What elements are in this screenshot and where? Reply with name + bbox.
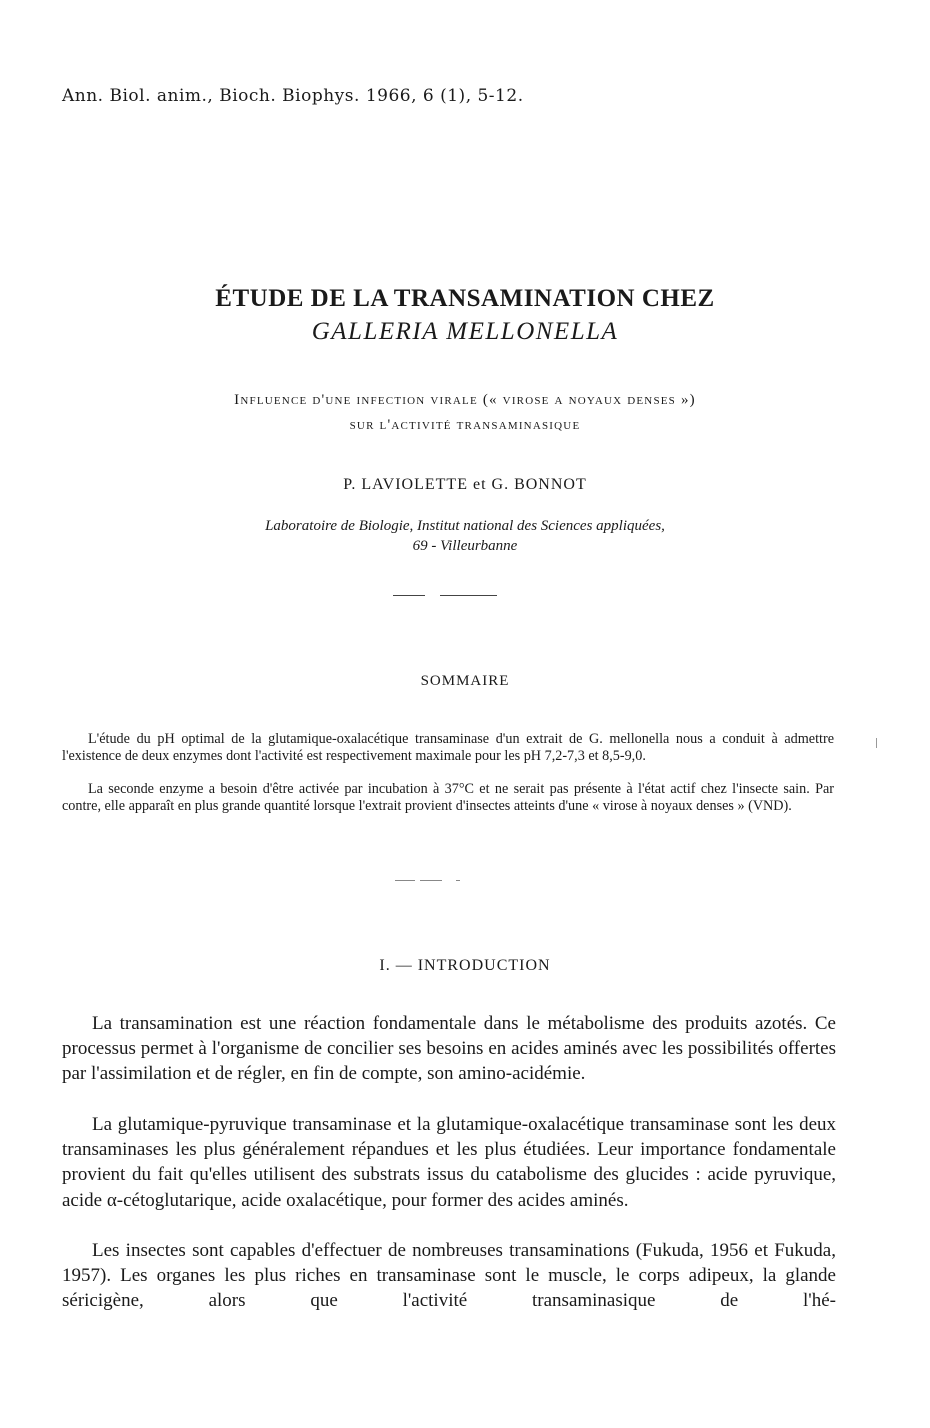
separator-rule-small-3	[456, 880, 460, 881]
summary-paragraph-2: La seconde enzyme a besoin d'être activée par incubation à 37°C et ne serait pas présente à l'état actif chez l'insecte sain. Par contre, elle apparaît en plus grande quantité lorsque l'extrait provient d'insectes atteints d'une « virose à noyaux denses » (VND).	[62, 781, 834, 814]
paper-subtitle-line-1: Influence d'une infection virale (« virose a noyaux denses »)	[234, 392, 696, 408]
affiliation-line-2: 69 - Villeurbanne	[412, 538, 518, 554]
journal-reference: Ann. Biol. anim., Bioch. Biophys. 1966, 6 (1), 5-12.	[62, 86, 524, 106]
paper-subtitle-line-2: sur l'activité transaminasique	[349, 417, 581, 433]
separator-rule-long	[440, 595, 497, 596]
separator-rule-small-2	[420, 880, 442, 881]
intro-paragraph-2: La glutamique-pyruvique transaminase et la glutamique-oxalacétique transaminase sont les deux transaminases les plus généralement répandues et les plus étudiées. Leur importance fondamentale provient du fait qu'elles utilisent des substrats issus du catabolisme des glucides : acide pyruvique, acide α-cétoglutarique, acide oxalacétique, pour former des acides aminés.	[62, 1114, 836, 1211]
author-list: P. LAVIOLETTE et G. BONNOT	[343, 476, 587, 493]
paper-title-line-2: GALLERIA MELLONELLA	[311, 318, 619, 345]
summary-heading: SOMMAIRE	[420, 673, 510, 689]
separator-rule-short	[393, 595, 425, 596]
paper-title-line-1: ÉTUDE DE LA TRANSAMINATION CHEZ	[215, 285, 715, 312]
affiliation-line-1: Laboratoire de Biologie, Institut national des Sciences appliquées,	[265, 518, 665, 534]
section-heading-introduction: I. — INTRODUCTION	[379, 957, 551, 974]
intro-paragraph-3: Les insectes sont capables d'effectuer de nombreuses transaminations (Fukuda, 1956 et Fukuda, 1957). Les organes les plus riches en transaminase sont le muscle, le corps adipeux, la glande séricigène, alors que l'activité transaminasique de l'hé-	[62, 1240, 836, 1312]
summary-paragraph-1: L'étude du pH optimal de la glutamique-oxalacétique transaminase d'un extrait de G. mellonella nous a conduit à admettre l'existence de deux enzymes dont l'activité est respectivement maximale pour les pH 7,2-7,3 et 8,5-9,0.	[62, 731, 834, 764]
margin-mark	[876, 738, 877, 748]
separator-rule-small-1	[395, 880, 415, 881]
intro-paragraph-1: La transamination est une réaction fondamentale dans le métabolisme des produits azotés. Ce processus permet à l'organisme de concilier ses besoins en acides aminés avec les possibilités offertes par l'assimilation et de régler, en fin de compte, son amino-acidémie.	[62, 1013, 836, 1085]
